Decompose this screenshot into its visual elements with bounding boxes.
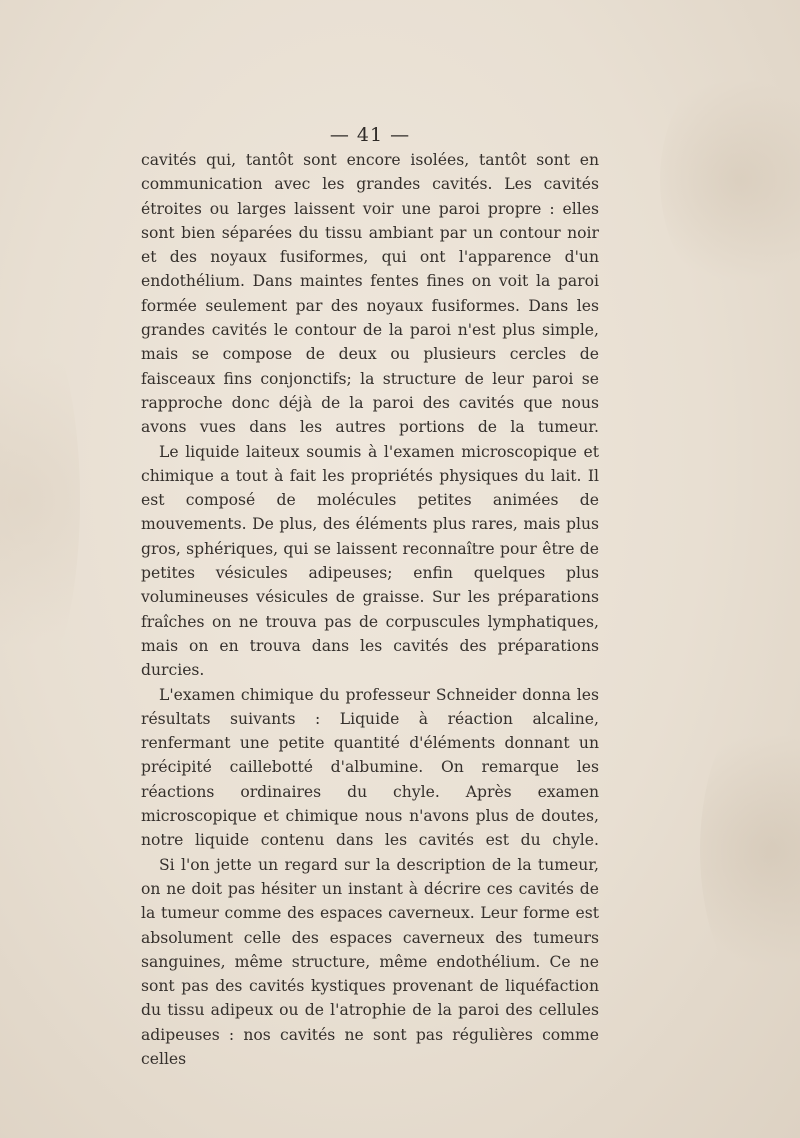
paper-stain	[700, 700, 800, 1000]
paragraph-2: Le liquide laiteux soumis à l'examen microscopique et chimique a tout à fait les propriétés physiques du lait. Il est composé de molécules petites animées de mouvements. De plus, des éléments plus rares, mais plus gros, sphériques, qui se laissent reconnaître pour être de petites vésicules adipeuses; enfin quelques plus volumineuses vésicules de graisse. Sur les préparations fraîches on ne trouva pas de corpuscules lymphatiques, mais on en trouva dans les cavités des préparations durcies.	[141, 442, 599, 680]
paragraph-3: L'examen chimique du professeur Schneider donna les résultats suivants : Liquide à réaction alcaline, renfermant une petite quantité d'éléments donnant un précipité caillebotté d'albumine. On remarque les réactions ordinaires du chyle. Après examen microscopique et chimique nous n'avons plus de doutes, notre liquide contenu dans les cavités est du chyle.	[141, 685, 599, 850]
paper-stain	[660, 60, 800, 300]
body-text	[141, 148, 599, 1071]
paragraph-1: cavités qui, tantôt sont encore isolées, tantôt sont en communication avec les grandes cavités. Les cavités étroites ou larges laissent voir une paroi propre : elles sont bien séparées du tissu ambiant par un contour noir et des noyaux fusiformes, qui ont l'apparence d'un endothélium. Dans maintes fentes fines on voit la paroi formée seulement par des noyaux fusiformes. Dans les grandes cavités le contour de la paroi n'est plus simple, mais se compose de deux ou plusieurs cercles de faisceaux fins conjonctifs; la structure de leur paroi se rapproche donc déjà de la paroi des cavités que nous avons vues dans les autres portions de la tumeur.	[141, 151, 599, 437]
page-number: — 41 —	[329, 124, 411, 146]
paper-stain	[0, 300, 80, 700]
paragraph-4: Si l'on jette un regard sur la description de la tumeur, on ne doit pas hésiter un instant à décrire ces cavités de la tumeur comme des espaces caverneux. Leur forme est absolument celle des espaces caverneux des tumeurs sanguines, même structure, même endothélium. Ce ne sont pas des cavités kystiques provenant de liquéfaction du tissu adipeux ou de l'atrophie de la paroi des cellules adipeuses : nos cavités ne sont pas régulières comme celles	[141, 855, 599, 1068]
